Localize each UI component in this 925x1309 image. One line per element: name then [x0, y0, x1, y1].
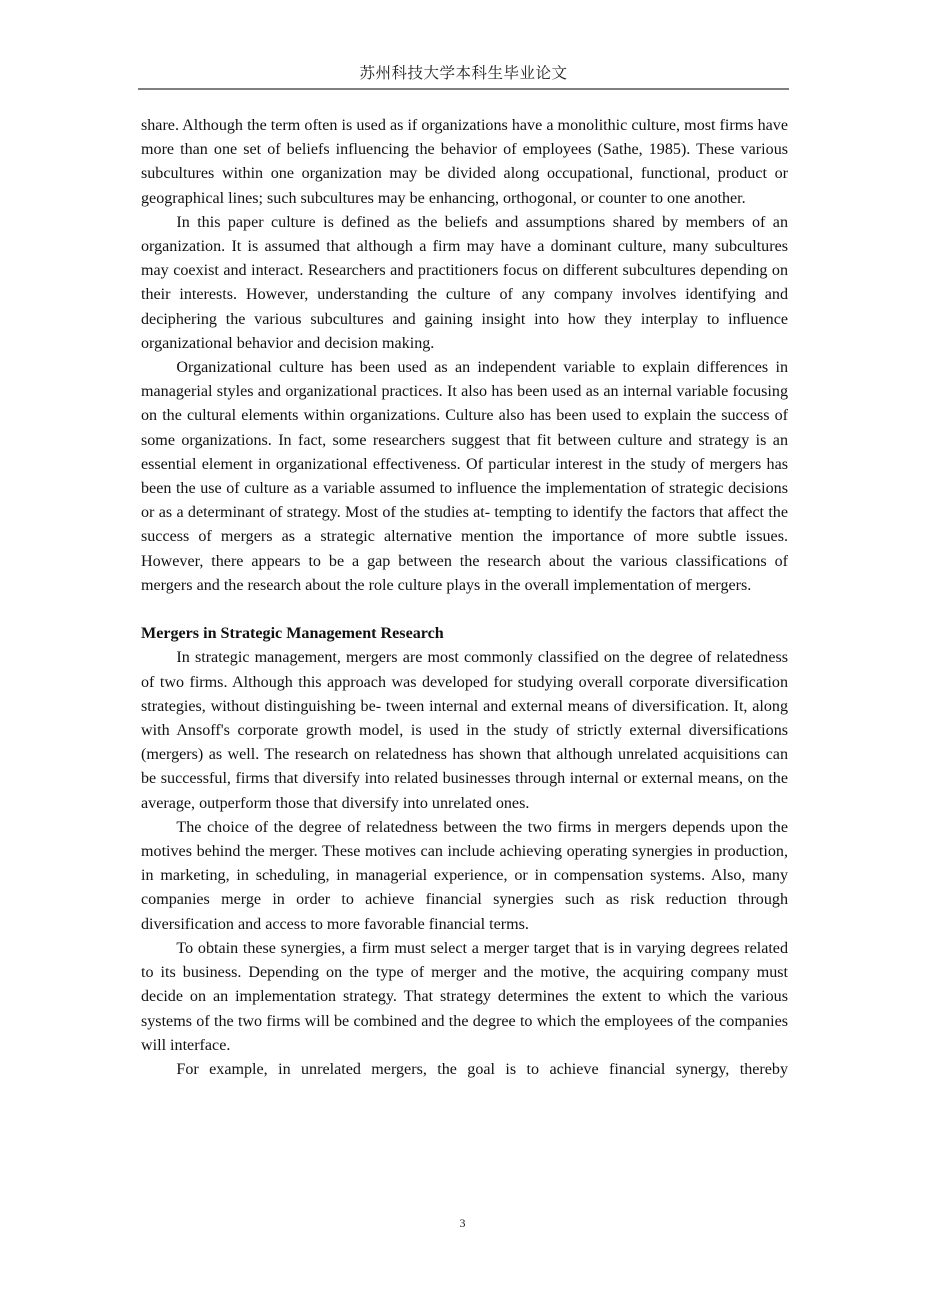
paragraph-example: For example, in unrelated mergers, the goal is to achieve financial synergy, thereby: [176, 1060, 788, 1078]
page-number: 3: [459, 1216, 466, 1230]
header-rule: [138, 88, 789, 90]
paragraph-culture-definition: In this paper culture is defined as the beliefs and assumptions shared by members of an organization. It is assumed that although a firm may have a dominant culture, many subcultures may coexist and interact. Researchers and practitioners focus on different subcultures depending on their interests. However, understanding the culture of any company involves identifying and deciphering the various subcultures and gaining insight into how they interplay to influence organizational behavior and decision making.: [141, 213, 788, 352]
page-body: [141, 114, 788, 1082]
paragraph-relatedness: In strategic management, mergers are most commonly classified on the degree of relatedness of two firms. Although this approach was developed for studying overall corporate diversification strategies, without distinguishing be- tween internal and external means of diversification. It, along with Ansoff's corporate growth model, is used in the study of strictly external diversifications (mergers) as well. The research on relatedness has shown that although unrelated acquisitions can be successful, firms that diversify into related businesses through internal or external means, on the average, outperform those that diversify into unrelated ones.: [141, 649, 788, 812]
paragraph-continued: share. Although the term often is used as if organizations have a monolithic culture, most firms have more than one set of beliefs influencing the behavior of employees (Sathe, 1985). These various subcultures within one organization may be divided along occupational, functional, product or geographical lines; such subcultures may be enhancing, orthogonal, or counter to one another.: [141, 117, 788, 207]
paragraph-organizational-culture: Organizational culture has been used as an independent variable to explain differences in managerial styles and organizational practices. It also has been used as an internal variable focusing on the cultural elements within organizations. Culture also has been used to explain the success of some organizations. In fact, some researchers suggest that fit between culture and strategy is an essential element in organizational effectiveness. Of particular interest in the study of mergers has been the use of culture as a variable assumed to influence the implementation of strategic decisions or as a determinant of strategy. Most of the studies at- tempting to identify the factors that affect the success of mergers as a strategic alternative mention the importance of more subtle issues. However, there appears to be a gap between the research about the various classifications of mergers and the research about the role culture plays in the overall implementation of mergers.: [141, 359, 788, 594]
paragraph-synergies: To obtain these synergies, a firm must select a merger target that is in varying degrees related to its business. Depending on the type of merger and the motive, the acquiring company must decide on an implementation strategy. That strategy determines the extent to which the various systems of the two firms will be combined and the degree to which the employees of the companies will interface.: [141, 939, 788, 1054]
running-header: 苏州科技大学本科生毕业论文: [359, 65, 568, 82]
paragraph-motives: The choice of the degree of relatedness between the two firms in mergers depends upon the motives behind the merger. These motives can include achieving operating synergies in production, in marketing, in scheduling, in managerial experience, or in compensation systems. Also, many companies merge in order to achieve financial synergies such as risk reduction through diversification and access to more favorable financial terms.: [141, 818, 788, 933]
section-heading: Mergers in Strategic Management Research: [141, 625, 444, 643]
